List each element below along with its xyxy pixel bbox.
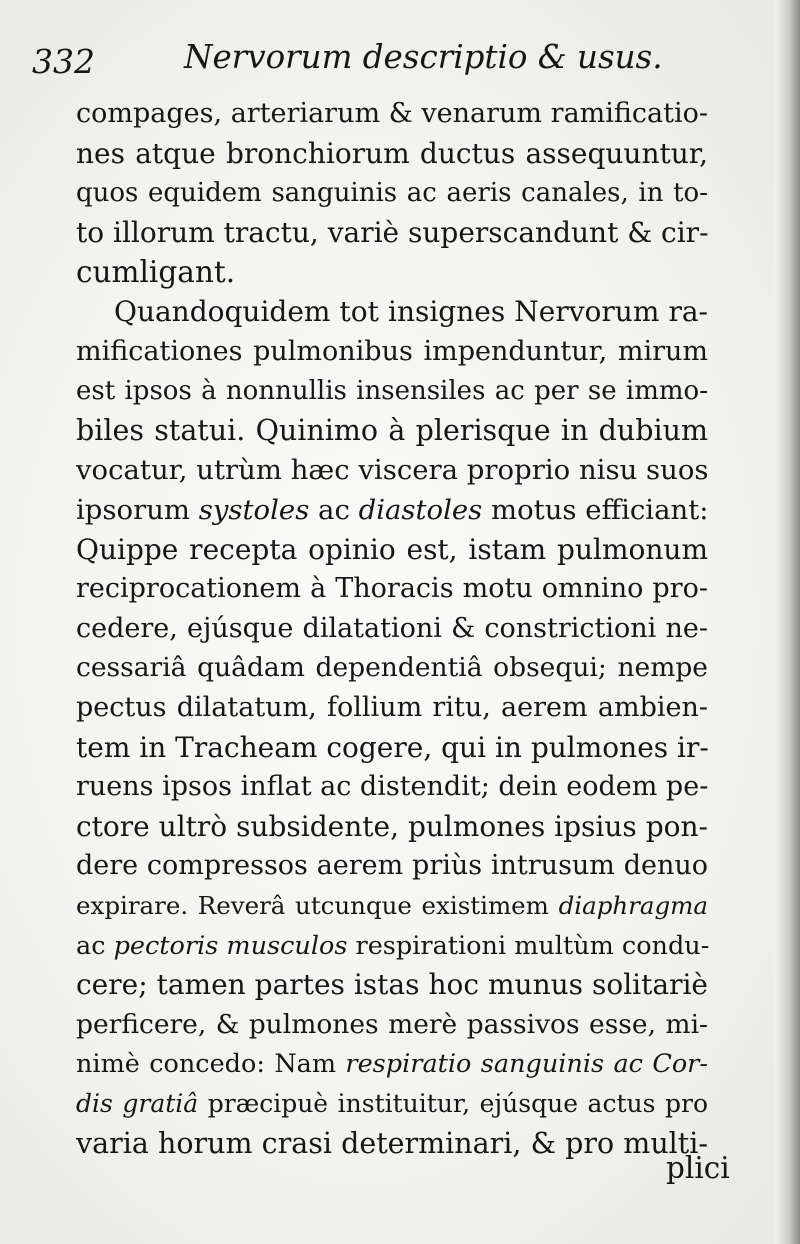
text-line — [76, 1082, 708, 1126]
text-line — [76, 250, 708, 294]
text-line — [76, 528, 708, 572]
text-line — [76, 211, 708, 255]
text-segment: cere; tamen partes istas hoc munus solitariè — [76, 968, 708, 1002]
text-segment: cumligant. — [76, 255, 236, 290]
text-segment: ruens ipsos inflat ac distendit; dein eodem pe- — [76, 771, 709, 803]
text-segment: Quippe recepta opinio est, istam pulmonum — [76, 532, 708, 566]
text-segment: Quandoquidem tot insignes Nervorum ra- — [114, 295, 708, 328]
text-segment: præcipuè instituitur, ejúsque actus pro — [198, 1089, 708, 1118]
text-line — [76, 1003, 708, 1047]
text-segment: nes atque bronchiorum ductus assequuntur, — [76, 136, 708, 170]
text-line — [76, 171, 708, 215]
text-segment: ac — [76, 930, 114, 961]
text-segment: tem in Tracheam cogere, qui in pulmones ir- — [76, 730, 709, 764]
text-segment: est ipsos à nonnullis insensiles ac per se immo- — [76, 376, 708, 407]
text-segment: compages, arteriarum & venarum ramificatio- — [76, 98, 708, 129]
text-segment: nimè concedo: Nam — [76, 1049, 346, 1080]
text-line — [76, 884, 708, 928]
text-line — [76, 844, 708, 888]
text-segment: biles statui. Quinimo à plerisque in dubium — [76, 413, 708, 447]
page-number: 332 — [32, 42, 95, 81]
text-line — [76, 132, 708, 176]
text-line — [76, 488, 708, 532]
text-segment: cessariâ quâdam dependentiâ obsequi; nempe — [76, 652, 708, 684]
italic-text-segment: dis gratiâ — [76, 1089, 199, 1118]
text-line — [76, 369, 708, 413]
text-line — [76, 607, 708, 651]
italic-text-segment: respiratio sanguinis ac Cor- — [345, 1049, 708, 1080]
running-head: Nervorum descriptio & usus. — [184, 38, 663, 76]
text-line — [114, 290, 708, 334]
italic-text-segment: pectoris musculos — [113, 930, 348, 961]
text-line — [76, 448, 708, 492]
page-edge-shadow — [774, 0, 800, 1244]
catchword: plici — [666, 1151, 730, 1185]
text-line — [76, 1042, 708, 1086]
text-segment: dere compressos aerem priùs intrusum denuo — [76, 850, 708, 882]
text-line — [76, 726, 708, 770]
text-segment: expirare. Reverâ utcunque existimem — [76, 891, 559, 920]
text-line — [76, 646, 708, 690]
text-segment: perficere, & pulmones merè passivos esse, mi- — [76, 1008, 708, 1040]
text-segment: ipsorum — [76, 494, 199, 526]
text-segment: cedere, ejúsque dilatationi & constrictioni ne- — [76, 612, 708, 644]
italic-text-segment: diastoles — [358, 494, 483, 526]
text-line — [76, 686, 708, 730]
text-segment: motus efficiant: — [482, 494, 709, 526]
italic-text-segment: systoles — [198, 494, 310, 526]
text-segment: respirationi multùm condu- — [347, 930, 710, 961]
text-line — [76, 567, 708, 611]
text-line — [76, 924, 708, 968]
text-segment: pectus dilatatum, follium ritu, aerem ambien- — [76, 692, 708, 723]
text-line — [76, 1122, 708, 1166]
text-line — [76, 765, 708, 809]
text-segment: vocatur, utrùm hæc viscera proprio nisu suos — [76, 454, 709, 487]
text-line — [76, 963, 708, 1007]
italic-text-segment: diaphragma — [558, 891, 708, 920]
text-line — [76, 92, 708, 136]
text-segment: ac — [309, 494, 359, 526]
text-segment: ctore ultrò subsidente, pulmones ipsius pon- — [76, 809, 708, 843]
text-line — [76, 330, 708, 374]
text-line — [76, 805, 708, 849]
text-segment: varia horum crasi determinari, & pro multi- — [76, 1126, 708, 1160]
text-segment: reciprocationem à Thoracis motu omnino pro- — [76, 573, 708, 605]
text-line — [76, 409, 708, 453]
text-segment: to illorum tractu, variè superscandunt & cir- — [76, 215, 709, 249]
text-segment: quos equidem sanguinis ac aeris canales, in to- — [76, 178, 708, 209]
text-segment: mificationes pulmonibus impenduntur, mirum — [76, 335, 708, 367]
